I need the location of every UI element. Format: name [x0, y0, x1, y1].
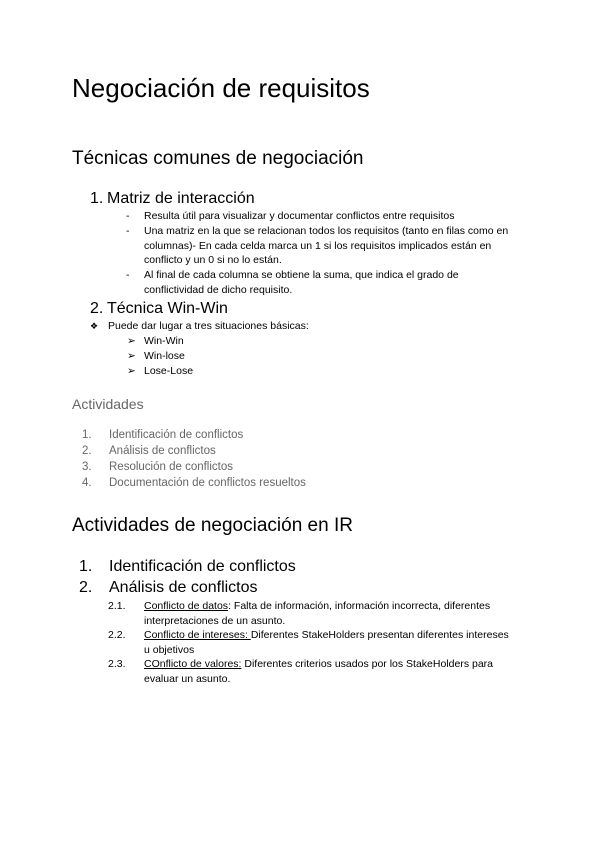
- subitem-rest: Falta de información, información incorrecta, diferentes interpretaciones de un asunto.: [144, 600, 491, 627]
- arrow-item: Lose-Lose: [144, 365, 194, 377]
- activities-heading: Actividades: [72, 396, 144, 412]
- list-item-number: 1.: [90, 190, 104, 207]
- list-item-number: 2.1.: [108, 600, 126, 612]
- list-item-number: 2.3.: [108, 658, 126, 670]
- bullet-text: Resulta útil para visualizar y documentar conflictos entre requisitos: [144, 210, 455, 222]
- arrow-bullet-icon: ➢: [127, 350, 136, 362]
- list-item-number: 3.: [82, 461, 92, 473]
- list-item-number: 2.: [82, 445, 92, 457]
- arrow-bullet-icon: ➢: [127, 335, 136, 347]
- activity-item: Documentación de conflictos resueltos: [109, 477, 306, 489]
- list-item-number: 1.: [82, 429, 92, 441]
- ir-activity-item: Análisis de conflictos: [109, 579, 258, 596]
- bullet-text: Una matriz en la que se relacionan todos los requisitos (tanto en filas como en columnas)- En cada celda marca un 1 si los requisitos implicados están en conflicto y un 0 si no lo están.: [144, 225, 509, 266]
- list-item-number: 2.2.: [108, 629, 126, 641]
- list-item-matriz: Matriz de interacción: [107, 190, 255, 207]
- ir-activity-item: Identificación de conflictos: [109, 558, 296, 575]
- section-heading-actividades-ir: Actividades de negociación en IR: [72, 515, 353, 536]
- activity-item: Resolución de conflictos: [109, 461, 234, 473]
- arrow-item: Win-lose: [144, 350, 185, 362]
- list-item-number: 2.: [90, 300, 104, 317]
- subitem-text: [144, 657, 524, 686]
- list-item-number: 2.: [79, 579, 93, 596]
- diamond-text: Puede dar lugar a tres situaciones básicas:: [108, 320, 309, 332]
- subitem-label: Conflicto de intereses:: [144, 629, 251, 641]
- list-item-number: 4.: [82, 477, 92, 489]
- subitem-text: [144, 628, 514, 657]
- activity-item: Análisis de conflictos: [109, 445, 216, 457]
- subitem-text: [144, 599, 524, 628]
- subitem-rest: Diferentes criterios usados por los StakeHolders para evaluar un asunto.: [144, 658, 494, 685]
- arrow-bullet-icon: ➢: [127, 365, 136, 377]
- dash-bullet-icon: -: [126, 210, 130, 222]
- bullet-text: Al final de cada columna se obtiene la suma, que indica el grado de conflictividad de dicho requisito.: [144, 269, 459, 296]
- page-title: Negociación de requisitos: [72, 73, 370, 103]
- dash-bullet-icon: -: [126, 269, 130, 281]
- subitem-label: Conflicto de datos: [144, 600, 229, 612]
- diamond-bullet-icon: ❖: [90, 321, 99, 331]
- subitem-rest: Diferentes StakeHolders presentan diferentes intereses u objetivos: [144, 629, 509, 656]
- subitem-sep: :: [228, 600, 231, 612]
- subitem-label: COnflicto de valores:: [144, 658, 242, 670]
- dash-bullet-icon: -: [126, 225, 130, 237]
- activity-item: Identificación de conflictos: [109, 429, 244, 441]
- arrow-item: Win-Win: [144, 335, 184, 347]
- section-heading-tecnicas: Técnicas comunes de negociación: [72, 148, 364, 169]
- list-item-number: 1.: [79, 558, 93, 575]
- list-item-winwin: Técnica Win-Win: [107, 300, 228, 317]
